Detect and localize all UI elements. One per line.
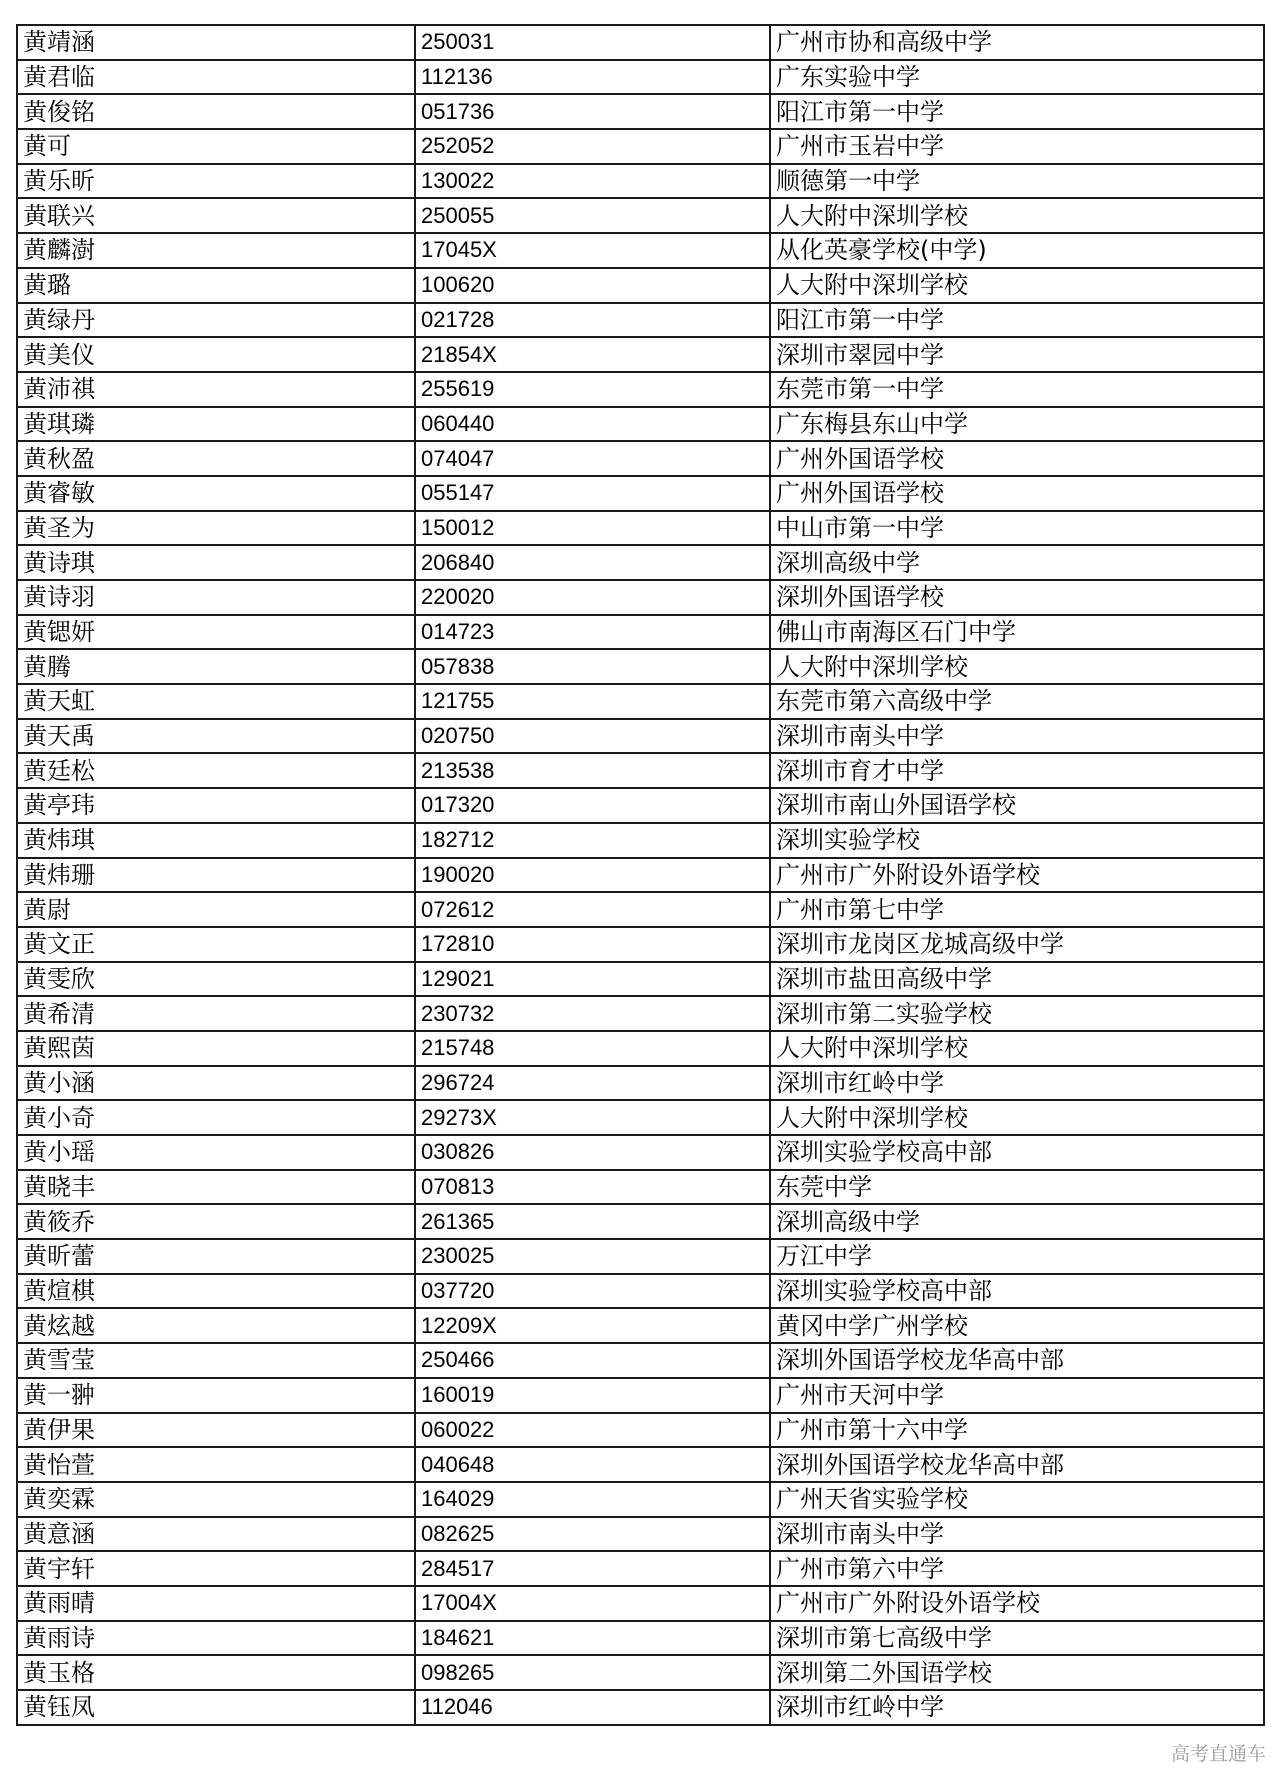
school-cell: 广州市天河中学	[770, 1378, 1264, 1413]
id-cell: 184621	[415, 1621, 770, 1656]
table-row	[17, 1447, 1264, 1482]
id-cell: 230732	[415, 996, 770, 1031]
id-cell: 129021	[415, 962, 770, 997]
table-row	[17, 649, 1264, 684]
id-cell: 255619	[415, 372, 770, 407]
school-cell: 中山市第一中学	[770, 511, 1264, 546]
school-cell: 广东实验中学	[770, 60, 1264, 95]
school-cell: 阳江市第一中学	[770, 303, 1264, 338]
name-cell: 黄乐昕	[17, 164, 415, 199]
table-row	[17, 1413, 1264, 1448]
school-cell: 深圳市南山外国语学校	[770, 788, 1264, 823]
school-cell: 从化英豪学校(中学)	[770, 233, 1264, 268]
school-cell: 人大附中深圳学校	[770, 198, 1264, 233]
id-cell: 100620	[415, 268, 770, 303]
id-cell: 040648	[415, 1447, 770, 1482]
id-cell: 112136	[415, 60, 770, 95]
id-cell: 164029	[415, 1482, 770, 1517]
id-cell: 215748	[415, 1031, 770, 1066]
school-cell: 人大附中深圳学校	[770, 1100, 1264, 1135]
id-cell: 074047	[415, 441, 770, 476]
school-cell: 东莞市第一中学	[770, 372, 1264, 407]
table-row	[17, 1239, 1264, 1274]
id-cell: 057838	[415, 649, 770, 684]
id-cell: 250055	[415, 198, 770, 233]
school-cell: 深圳实验学校高中部	[770, 1135, 1264, 1170]
table-row	[17, 268, 1264, 303]
school-cell: 深圳实验学校	[770, 823, 1264, 858]
school-cell: 深圳市龙岗区龙城高级中学	[770, 927, 1264, 962]
id-cell: 230025	[415, 1239, 770, 1274]
table-row	[17, 753, 1264, 788]
table-row	[17, 129, 1264, 164]
school-cell: 深圳高级中学	[770, 1204, 1264, 1239]
id-cell: 172810	[415, 927, 770, 962]
name-cell: 黄炜珊	[17, 858, 415, 893]
table-row	[17, 1204, 1264, 1239]
school-cell: 深圳市南头中学	[770, 719, 1264, 754]
school-cell: 广州外国语学校	[770, 476, 1264, 511]
school-cell: 阳江市第一中学	[770, 94, 1264, 129]
school-cell: 深圳第二外国语学校	[770, 1655, 1264, 1690]
school-cell: 广东梅县东山中学	[770, 407, 1264, 442]
name-cell: 黄俊铭	[17, 94, 415, 129]
table-row	[17, 25, 1264, 60]
id-cell: 296724	[415, 1066, 770, 1101]
watermark: 高考直通车	[1170, 1743, 1266, 1765]
name-cell: 黄伊果	[17, 1413, 415, 1448]
table-row	[17, 1170, 1264, 1205]
school-cell: 深圳市第二实验学校	[770, 996, 1264, 1031]
name-cell: 黄诗羽	[17, 580, 415, 615]
id-cell: 060022	[415, 1413, 770, 1448]
id-cell: 12209X	[415, 1308, 770, 1343]
name-cell: 黄煊棋	[17, 1274, 415, 1309]
name-cell: 黄璐	[17, 268, 415, 303]
id-cell: 021728	[415, 303, 770, 338]
name-cell: 黄意涵	[17, 1517, 415, 1552]
table-row	[17, 788, 1264, 823]
table-row	[17, 615, 1264, 650]
school-cell: 广州市广外附设外语学校	[770, 1586, 1264, 1621]
table-row	[17, 60, 1264, 95]
table-row	[17, 94, 1264, 129]
name-cell: 黄雨诗	[17, 1621, 415, 1656]
name-cell: 黄可	[17, 129, 415, 164]
table-row	[17, 337, 1264, 372]
name-cell: 黄美仪	[17, 337, 415, 372]
name-cell: 黄小瑶	[17, 1135, 415, 1170]
name-cell: 黄睿敏	[17, 476, 415, 511]
table-row	[17, 407, 1264, 442]
table-row	[17, 476, 1264, 511]
school-cell: 深圳市红岭中学	[770, 1066, 1264, 1101]
table-row	[17, 1343, 1264, 1378]
name-cell: 黄筱乔	[17, 1204, 415, 1239]
table-row	[17, 684, 1264, 719]
school-cell: 广州市第十六中学	[770, 1413, 1264, 1448]
name-cell: 黄雯欣	[17, 962, 415, 997]
name-cell: 黄天禹	[17, 719, 415, 754]
table-row	[17, 1586, 1264, 1621]
table-row	[17, 372, 1264, 407]
table-row	[17, 580, 1264, 615]
table-row	[17, 1378, 1264, 1413]
table-row	[17, 1551, 1264, 1586]
name-cell: 黄熙茵	[17, 1031, 415, 1066]
school-cell: 深圳高级中学	[770, 545, 1264, 580]
table-body	[17, 25, 1264, 1725]
table-row	[17, 1621, 1264, 1656]
name-cell: 黄昕蕾	[17, 1239, 415, 1274]
table-row	[17, 892, 1264, 927]
table-row	[17, 1066, 1264, 1101]
id-cell: 190020	[415, 858, 770, 893]
name-cell: 黄奕霖	[17, 1482, 415, 1517]
school-cell: 东莞中学	[770, 1170, 1264, 1205]
table-row	[17, 511, 1264, 546]
school-cell: 深圳市红岭中学	[770, 1690, 1264, 1725]
table-row	[17, 823, 1264, 858]
table-row	[17, 1135, 1264, 1170]
table-row	[17, 1308, 1264, 1343]
name-cell: 黄宇轩	[17, 1551, 415, 1586]
school-cell: 广州市广外附设外语学校	[770, 858, 1264, 893]
student-list-table	[16, 24, 1265, 1726]
table-row	[17, 303, 1264, 338]
name-cell: 黄琪璘	[17, 407, 415, 442]
name-cell: 黄炜琪	[17, 823, 415, 858]
name-cell: 黄小涵	[17, 1066, 415, 1101]
id-cell: 017320	[415, 788, 770, 823]
id-cell: 250466	[415, 1343, 770, 1378]
school-cell: 万江中学	[770, 1239, 1264, 1274]
name-cell: 黄联兴	[17, 198, 415, 233]
id-cell: 098265	[415, 1655, 770, 1690]
id-cell: 051736	[415, 94, 770, 129]
name-cell: 黄雨晴	[17, 1586, 415, 1621]
school-cell: 人大附中深圳学校	[770, 268, 1264, 303]
id-cell: 182712	[415, 823, 770, 858]
id-cell: 21854X	[415, 337, 770, 372]
school-cell: 深圳市翠园中学	[770, 337, 1264, 372]
table-row	[17, 996, 1264, 1031]
school-cell: 广州天省实验学校	[770, 1482, 1264, 1517]
school-cell: 深圳外国语学校龙华高中部	[770, 1343, 1264, 1378]
id-cell: 29273X	[415, 1100, 770, 1135]
school-cell: 东莞市第六高级中学	[770, 684, 1264, 719]
table-row	[17, 858, 1264, 893]
table-row	[17, 545, 1264, 580]
school-cell: 广州市协和高级中学	[770, 25, 1264, 60]
name-cell: 黄炫越	[17, 1308, 415, 1343]
school-cell: 顺德第一中学	[770, 164, 1264, 199]
id-cell: 030826	[415, 1135, 770, 1170]
school-cell: 人大附中深圳学校	[770, 1031, 1264, 1066]
name-cell: 黄亭玮	[17, 788, 415, 823]
name-cell: 黄雪莹	[17, 1343, 415, 1378]
school-cell: 深圳市盐田高级中学	[770, 962, 1264, 997]
name-cell: 黄怡萱	[17, 1447, 415, 1482]
id-cell: 17045X	[415, 233, 770, 268]
id-cell: 055147	[415, 476, 770, 511]
id-cell: 150012	[415, 511, 770, 546]
school-cell: 广州市玉岩中学	[770, 129, 1264, 164]
name-cell: 黄沛祺	[17, 372, 415, 407]
id-cell: 213538	[415, 753, 770, 788]
id-cell: 112046	[415, 1690, 770, 1725]
id-cell: 160019	[415, 1378, 770, 1413]
name-cell: 黄锶妍	[17, 615, 415, 650]
school-cell: 广州市第七中学	[770, 892, 1264, 927]
school-cell: 黄冈中学广州学校	[770, 1308, 1264, 1343]
school-cell: 深圳市第七高级中学	[770, 1621, 1264, 1656]
name-cell: 黄麟澍	[17, 233, 415, 268]
school-cell: 深圳市育才中学	[770, 753, 1264, 788]
name-cell: 黄钰凤	[17, 1690, 415, 1725]
id-cell: 082625	[415, 1517, 770, 1552]
name-cell: 黄君临	[17, 60, 415, 95]
id-cell: 206840	[415, 545, 770, 580]
table-row	[17, 1031, 1264, 1066]
school-cell: 广州市第六中学	[770, 1551, 1264, 1586]
id-cell: 014723	[415, 615, 770, 650]
school-cell: 深圳市南头中学	[770, 1517, 1264, 1552]
id-cell: 121755	[415, 684, 770, 719]
table-row	[17, 1100, 1264, 1135]
name-cell: 黄玉格	[17, 1655, 415, 1690]
id-cell: 070813	[415, 1170, 770, 1205]
name-cell: 黄天虹	[17, 684, 415, 719]
name-cell: 黄圣为	[17, 511, 415, 546]
table-row	[17, 198, 1264, 233]
name-cell: 黄晓丰	[17, 1170, 415, 1205]
name-cell: 黄廷松	[17, 753, 415, 788]
name-cell: 黄诗琪	[17, 545, 415, 580]
school-cell: 佛山市南海区石门中学	[770, 615, 1264, 650]
table-row	[17, 233, 1264, 268]
school-cell: 深圳实验学校高中部	[770, 1274, 1264, 1309]
table-row	[17, 1690, 1264, 1725]
name-cell: 黄秋盈	[17, 441, 415, 476]
table-row	[17, 1274, 1264, 1309]
table-row	[17, 1655, 1264, 1690]
id-cell: 020750	[415, 719, 770, 754]
id-cell: 072612	[415, 892, 770, 927]
id-cell: 130022	[415, 164, 770, 199]
school-cell: 深圳外国语学校龙华高中部	[770, 1447, 1264, 1482]
name-cell: 黄小奇	[17, 1100, 415, 1135]
school-cell: 人大附中深圳学校	[770, 649, 1264, 684]
table-row	[17, 164, 1264, 199]
school-cell: 广州外国语学校	[770, 441, 1264, 476]
name-cell: 黄文正	[17, 927, 415, 962]
id-cell: 17004X	[415, 1586, 770, 1621]
table-row	[17, 441, 1264, 476]
name-cell: 黄尉	[17, 892, 415, 927]
id-cell: 220020	[415, 580, 770, 615]
table-row	[17, 962, 1264, 997]
name-cell: 黄腾	[17, 649, 415, 684]
name-cell: 黄绿丹	[17, 303, 415, 338]
id-cell: 284517	[415, 1551, 770, 1586]
id-cell: 261365	[415, 1204, 770, 1239]
name-cell: 黄靖涵	[17, 25, 415, 60]
school-cell: 深圳外国语学校	[770, 580, 1264, 615]
table-row	[17, 1517, 1264, 1552]
table-row	[17, 927, 1264, 962]
id-cell: 060440	[415, 407, 770, 442]
name-cell: 黄希清	[17, 996, 415, 1031]
table-row	[17, 719, 1264, 754]
id-cell: 252052	[415, 129, 770, 164]
id-cell: 037720	[415, 1274, 770, 1309]
name-cell: 黄一翀	[17, 1378, 415, 1413]
table-row	[17, 1482, 1264, 1517]
id-cell: 250031	[415, 25, 770, 60]
